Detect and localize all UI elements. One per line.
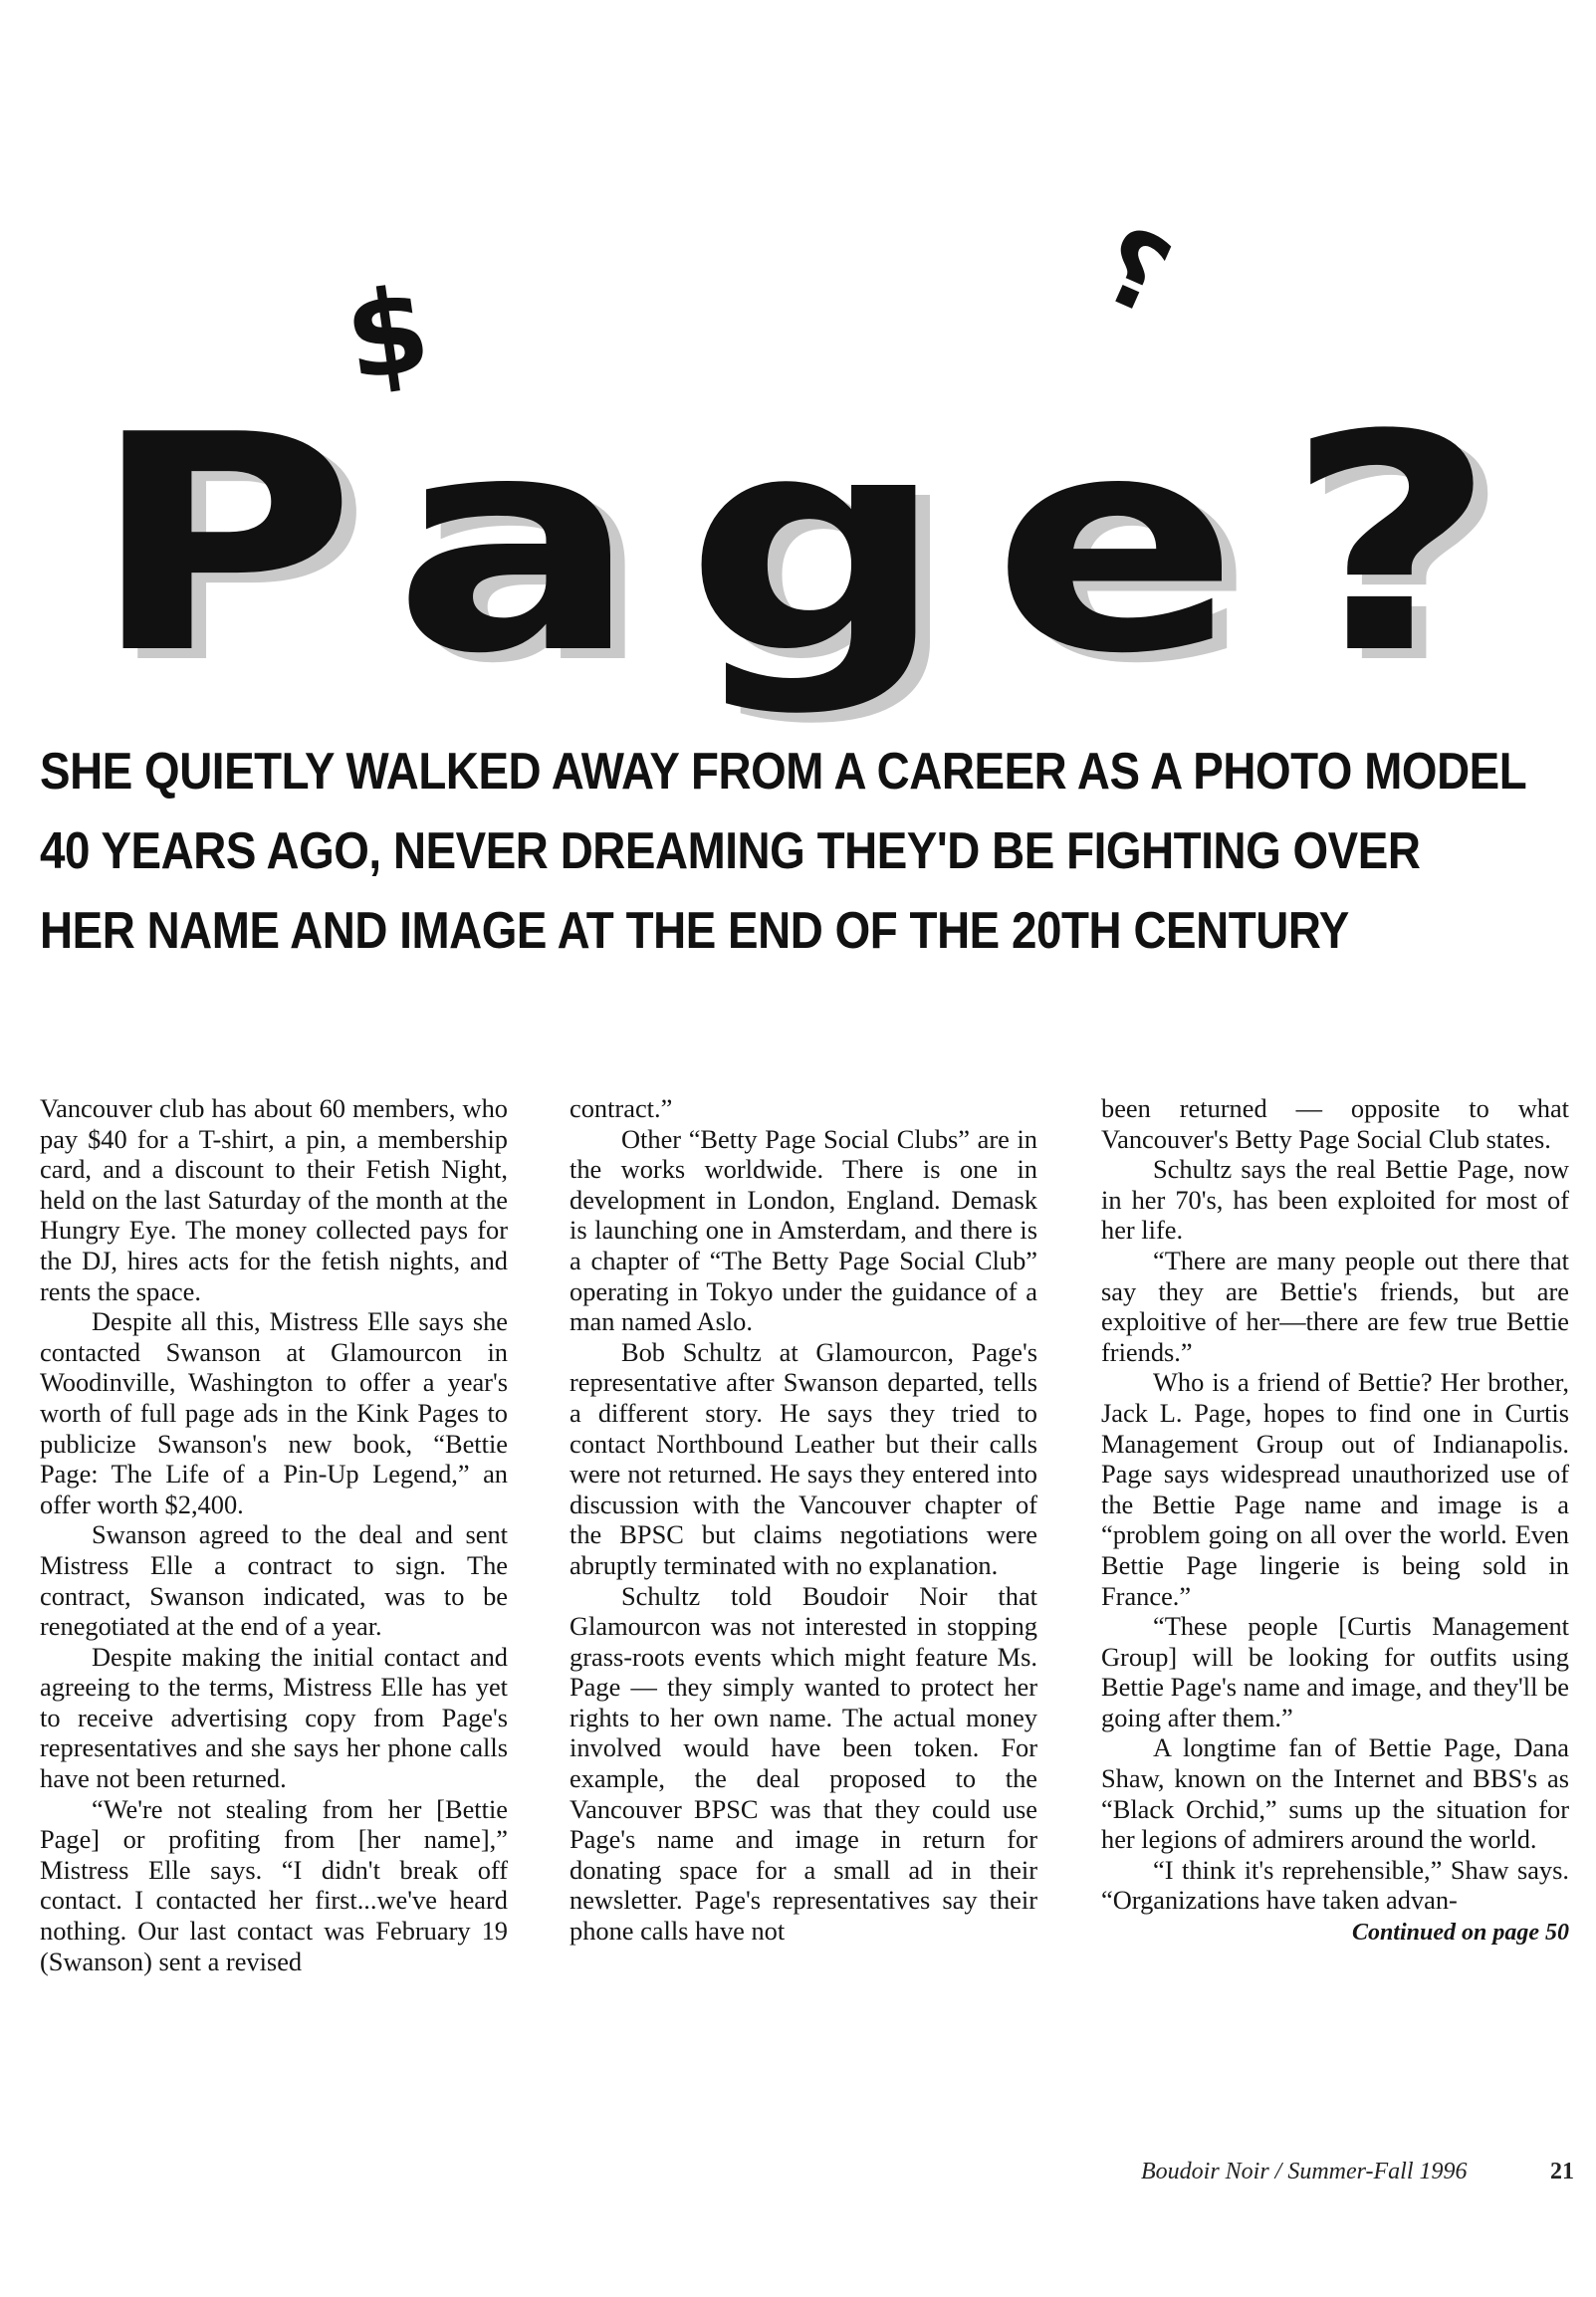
dollar-sign-graphic: $ (337, 259, 438, 408)
paragraph: “We're not stealing from her [Bettie Page] or profiting from [her name],” Mistress Elle says. “I didn't break off contact. I contacted her first...we've heard nothing. Our last contact was February 19 (Swanson) sent a revised (40, 1793, 508, 1976)
paragraph: contract.” (570, 1093, 673, 1123)
column-1 (40, 1093, 508, 1976)
paragraph: Despite making the initial contact and agreeing to the terms, Mistress Elle has yet to receive advertising copy from Page's representatives and she says her phone calls have not been returned. (40, 1641, 508, 1794)
paragraph: “I think it's reprehensible,” Shaw says. “Organizations have taken advan- (1101, 1854, 1569, 1916)
paragraph: Vancouver club has about 60 members, who pay $40 for a T-shirt, a pin, a membership card, and a discount to their Fetish Night, held on the last Saturday of the month at the Hungry Eye. The money collected pays for the DJ, hires acts for the fetish nights, and rents the space. (40, 1093, 508, 1306)
deck-line: 40 YEARS AGO, NEVER DREAMING THEY'D BE FIGHTING OVER (40, 822, 1421, 880)
publication-name: Boudoir Noir / Summer-Fall 1996 (1141, 2159, 1468, 2184)
paragraph: A longtime fan of Bettie Page, Dana Shaw, known on the Internet and BBS's as “Black Orchid,” sums up the situation for her legions of admirers around the world. (1101, 1732, 1569, 1855)
article-body (40, 1093, 1573, 2029)
paragraph: Bob Schultz at Glamourcon, Page's representative after Swanson departed, tells a different story. He says they tried to contact Northbound Leather but their calls were not returned. He says they entered into discussion with the Vancouver chapter of the BPSC but claims negotiations were abruptly terminated with no explanation. (570, 1336, 1037, 1580)
paragraph: been returned — opposite to what Vancouver's Betty Page Social Club states. (1101, 1093, 1569, 1154)
paragraph: Other “Betty Page Social Clubs” are in the works worldwide. There is one in development in London, England. Demask is launching one in Amsterdam, and there is a chapter of “The Betty Page Social Club” operating in Tokyo under the guidance of a man named Aslo. (570, 1123, 1037, 1337)
page-number: 21 (1550, 2159, 1574, 2184)
column-2 (570, 1093, 1037, 1947)
deck-line: SHE QUIETLY WALKED AWAY FROM A CAREER AS A PHOTO MODEL (40, 743, 1527, 801)
paragraph: Schultz told Boudoir Noir that Glamourcon was not interested in stopping grass-roots events which might feature Ms. Page — they simply wanted to protect her rights to her own name. The actual money involved would have been token. For example, the deal proposed to the Vancouver BPSC was that they could use Page's name and image in return for donating space for a small ad in their newsletter. Page's representatives say their phone calls have not (570, 1580, 1037, 1947)
deck-line: HER NAME AND IMAGE AT THE END OF THE 20TH CENTURY (40, 902, 1349, 960)
question-mark-graphic: ? (1082, 203, 1188, 339)
paragraph: Who is a friend of Bettie? Her brother, Jack L. Page, hopes to find one in Curtis Management Group out of Indianapolis. Page says widespread unauthorized use of the Bettie Page name and image is a “problem going on all over the world. Even Bettie Page lingerie is being sold in France.” (1101, 1367, 1569, 1611)
paragraph: “There are many people out there that say they are Bettie's friends, but are exploitive of her—there are few true Bettie friends.” (1101, 1245, 1569, 1367)
paragraph: Swanson agreed to the deal and sent Mistress Elle a contract to sign. The contract, Swanson indicated, was to be renegotiated at the end of a year. (40, 1519, 508, 1642)
paragraph: Schultz says the real Bettie Page, now in her 70's, has been exploited for most of her life. (1101, 1154, 1569, 1246)
paragraph: Despite all this, Mistress Elle says she contacted Swanson at Glamourcon in Woodinville, Washington to offer a year's worth of full page ads in the Kink Pages to publicize Swanson's new book, “Bettie Page: The Life of a Pin-Up Legend,” an offer worth $2,400. (40, 1306, 508, 1519)
paragraph: “These people [Curtis Management Group] will be looking for outfits using Bettie Page's name and image, and they'll be going after them.” (1101, 1611, 1569, 1732)
page-footer (1141, 2159, 1574, 2185)
column-3 (1101, 1093, 1569, 1949)
continued-note: Continued on page 50 (1351, 1920, 1569, 1947)
headline-title: Page? (90, 371, 1543, 719)
deck-subheadline (40, 732, 1527, 971)
